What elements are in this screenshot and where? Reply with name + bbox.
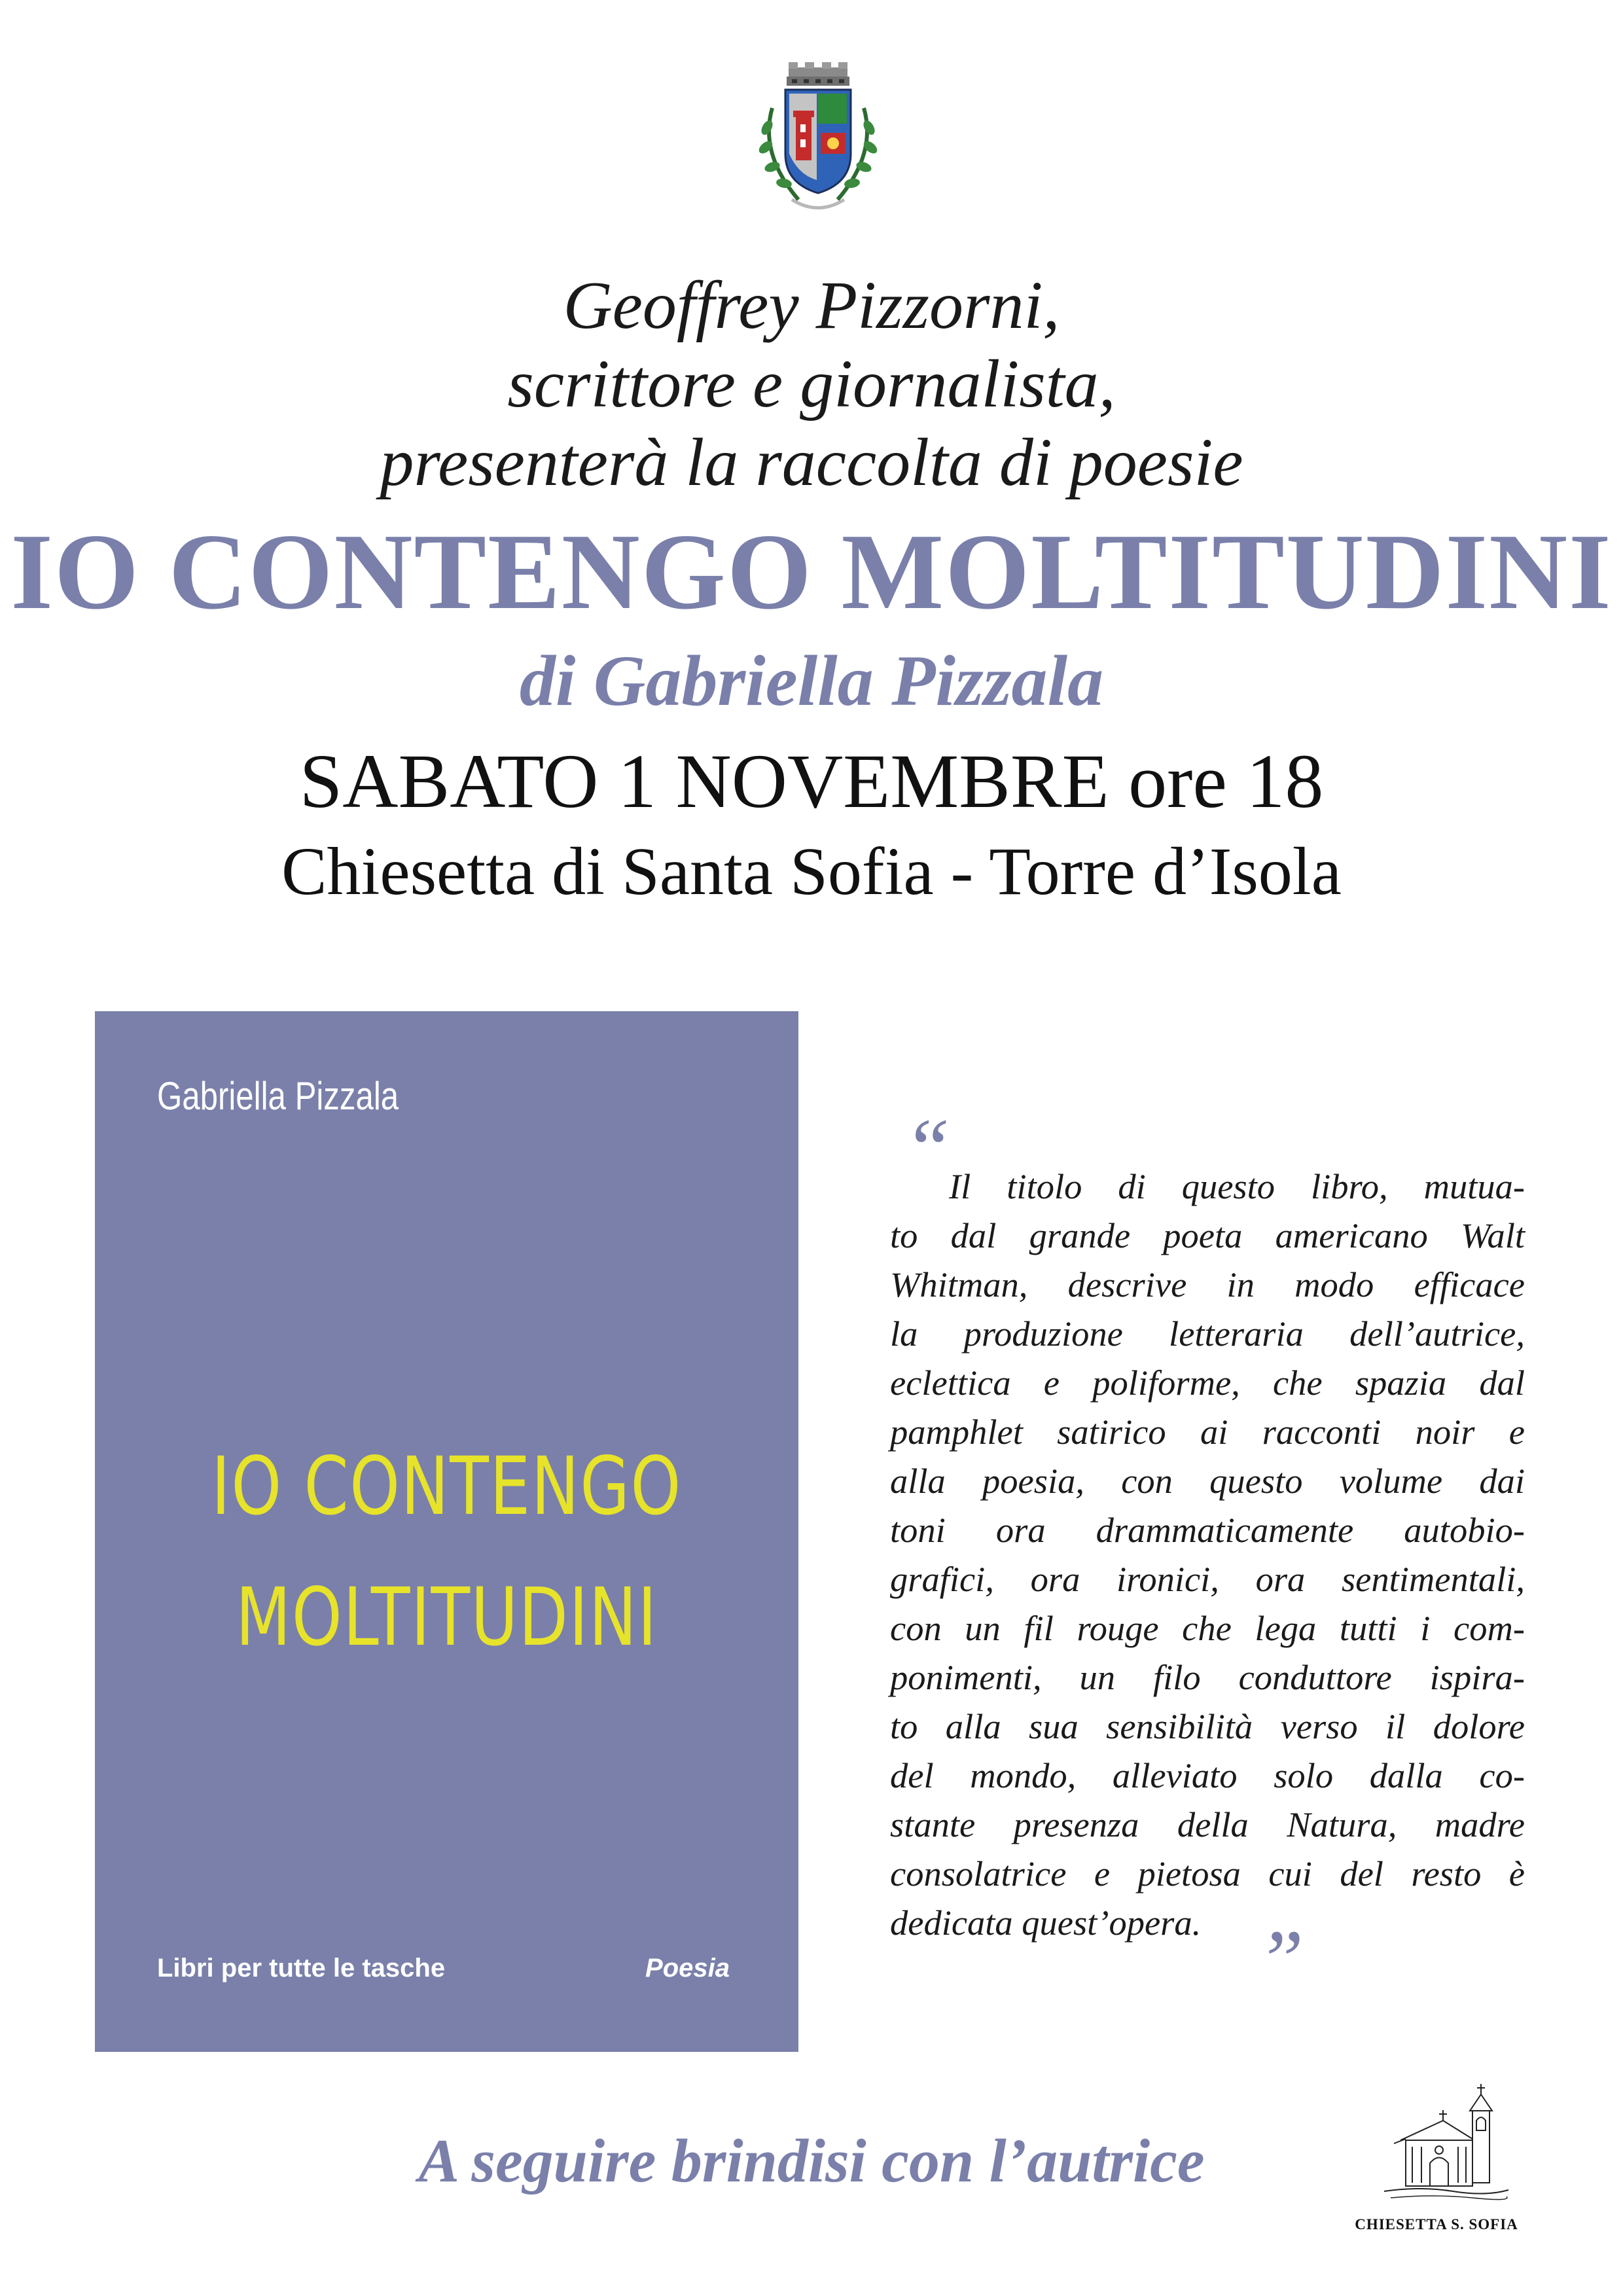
quote-line: consolatrice e pietosa cui del resto è (890, 1854, 1525, 1893)
quote-line: to dal grande poeta americano Walt (890, 1215, 1525, 1255)
coat-of-arms-icon (753, 62, 883, 223)
quote-line: toni ora drammaticamente autobio- (890, 1510, 1525, 1550)
cover-title-line: IO CONTENGO (211, 1440, 682, 1533)
quote-line: to alla sua sensibilità verso il dolore (890, 1706, 1525, 1746)
cover-series: Libri per tutte le tasche (157, 1954, 446, 1982)
cover-title-line: MOLTITUDINI (236, 1571, 658, 1664)
cover-genre: Poesia (645, 1954, 730, 1982)
quote-close-mark: ” (1257, 1913, 1304, 2007)
church-caption: CHIESETTA S. SOFIA (1355, 2216, 1518, 2233)
intro-presenter-name: Geoffrey Pizzorni, (563, 268, 1060, 343)
quote-line: eclettica e poliforme, che spazia dal (890, 1363, 1525, 1403)
quote-line: grafici, ora ironici, ora sentimentali, (890, 1559, 1525, 1599)
quote-line: Whitman, descrive in modo efficace (890, 1265, 1525, 1304)
quote-line: ponimenti, un filo conduttore ispira- (890, 1657, 1525, 1697)
quote-line: alla poesia, con questo volume dai (890, 1461, 1525, 1501)
event-location: Chiesetta di Santa Sofia - Torre d’Isola (281, 834, 1342, 909)
intro-announcement: presenterà la raccolta di poesie (380, 425, 1243, 500)
quote-open-mark: “ (903, 1102, 951, 1196)
book-title: IO CONTENGO MOLTITUDINI (10, 511, 1613, 632)
church-sketch-icon (1381, 2081, 1512, 2206)
closing-note: A seguire brindisi con l’autrice (418, 2127, 1205, 2195)
quote-line: stante presenza della Natura, madre (890, 1804, 1525, 1844)
book-quote (890, 1162, 1525, 1947)
quote-line: Il titolo di questo libro, mutua- (949, 1166, 1525, 1206)
quote-line: con un fil rouge che lega tutti i com- (890, 1608, 1525, 1648)
book-cover-image (95, 1011, 798, 2052)
cover-author: Gabriella Pizzala (157, 1074, 399, 1118)
quote-line: la produzione letteraria dell’autrice, (890, 1314, 1525, 1354)
quote-line: pamphlet satirico ai racconti noir e (890, 1412, 1525, 1452)
quote-line: dedicata quest’opera. (890, 1903, 1202, 1943)
quote-line: del mondo, alleviato solo dalla co- (890, 1755, 1525, 1795)
book-author: di Gabriella Pizzala (519, 641, 1104, 721)
intro-presenter-role: scrittore e giornalista, (507, 346, 1116, 422)
event-date: SABATO 1 NOVEMBRE ore 18 (299, 738, 1324, 824)
